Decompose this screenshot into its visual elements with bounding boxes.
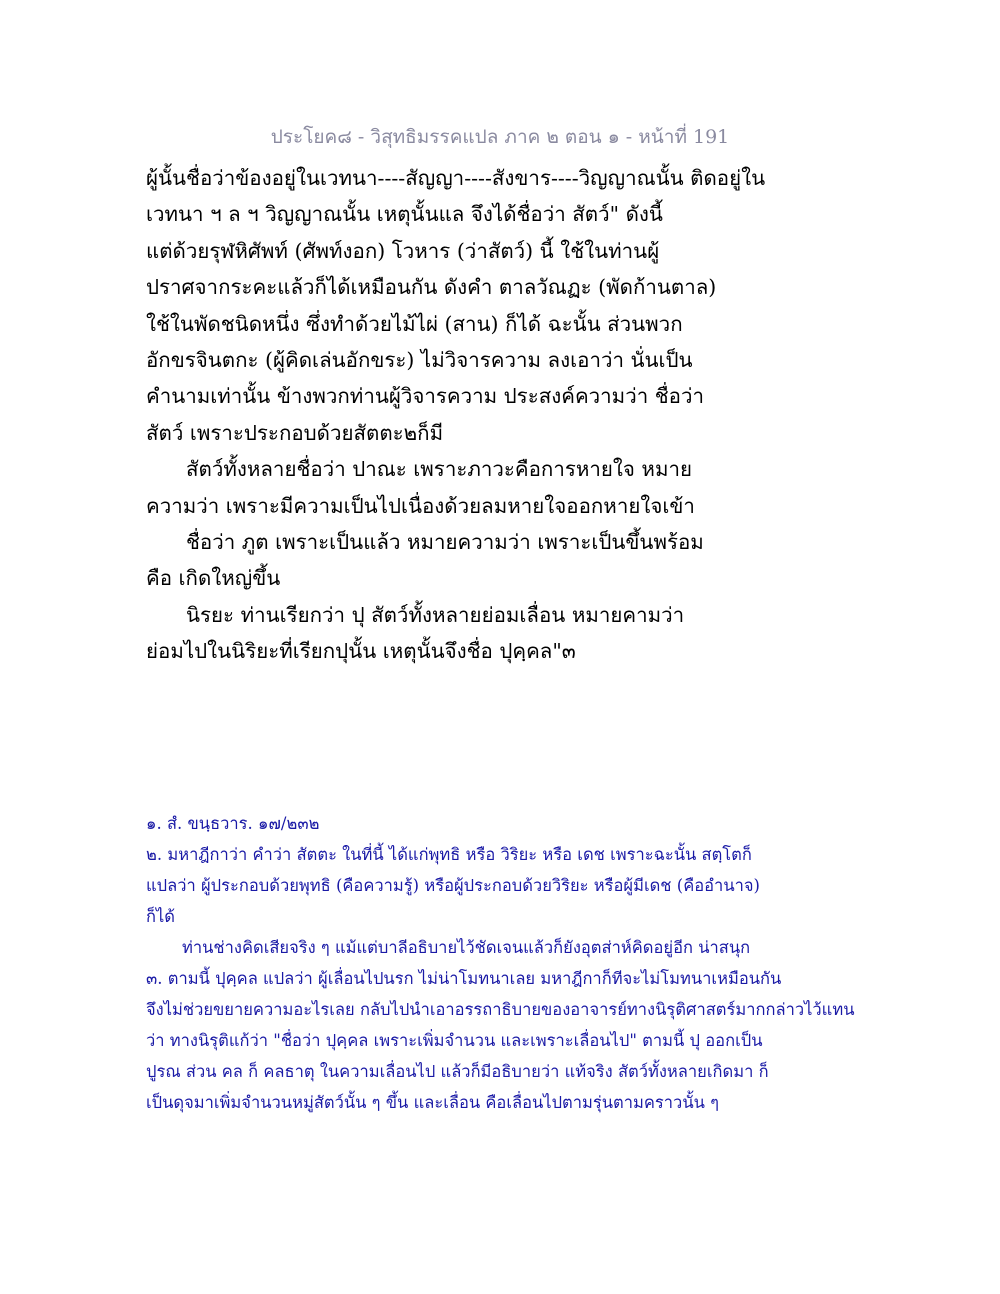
text-line: คือ เกิดใหญ่ขึ้น — [146, 566, 281, 591]
footnote-line: ๒. มหาฎีกาว่า คำว่า สัตตะ ในที่นี้ ได้แก่พุทธิ หรือ วิริยะ หรือ เดช เพราะฉะนั้น สตฺโตก็ — [146, 845, 752, 864]
page-header: ประโยค๘ - วิสุทธิมรรคแปล ภาค ๒ ตอน ๑ - หน้าที่ 191 — [270, 126, 730, 148]
text-line: ปราศจากระคะแล้วก็ได้เหมือนกัน ดังคำ ตาลวัณฏะ (พัดก้านตาล) — [146, 275, 717, 300]
footnotes — [146, 808, 855, 1118]
text-line: สัตว์ทั้งหลายชื่อว่า ปาณะ เพราะภาวะคือการหายใจ หมาย — [186, 457, 692, 482]
footnote-line: ปูรณ ส่วน คล ก็ คลธาตุ ในความเลื่อนไป แล้วก็มีอธิบายว่า แท้จริง สัตว์ทั้งหลายเกิดมา ก็ — [146, 1062, 769, 1081]
text-line: ใช้ในพัดชนิดหนึ่ง ซึ่งทำด้วยไม้ไผ่ (สาน) ก็ได้ ฉะนั้น ส่วนพวก — [146, 311, 683, 336]
text-line: สัตว์ เพราะประกอบด้วยสัตตะ๒ก็มี — [146, 420, 444, 445]
main-text — [146, 160, 846, 669]
footnote-line: ว่า ทางนิรุติแก้ว่า "ชื่อว่า ปุคฺคล เพราะเพิ่มจำนวน และเพราะเลื่อนไป" ตามนี้ ปุ ออกเป็น — [146, 1031, 763, 1050]
text-line: แต่ด้วยรุฬหิศัพท์ (ศัพท์งอก) โวหาร (ว่าสัตว์) นี้ ใช้ในท่านผู้ — [146, 238, 660, 263]
text-line: ผู้นั้นชื่อว่าข้องอยู่ในเวทนา----สัญญา----สังขาร----วิญญาณนั้น ติดอยู่ใน — [146, 166, 766, 190]
text-line: ย่อมไปในนิริยะที่เรียกปุนั้น เหตุนั้นจึงชื่อ ปุคฺคล"๓ — [146, 639, 576, 664]
footnote-line: ๓. ตามนี้ ปุคฺคล แปลว่า ผู้เลื่อนไปนรก ไม่น่าโมทนาเลย มหาฎีกาก็ทีจะไม่โมทนาเหมือนกัน — [146, 969, 782, 988]
text-line: คำนามเท่านั้น ข้างพวกท่านผู้วิจารความ ประสงค์ความว่า ชื่อว่า — [146, 384, 704, 409]
footnote-line: ก็ได้ — [146, 907, 176, 926]
text-line: อักขรจินตกะ (ผู้คิดเล่นอักขระ) ไม่วิจารความ ลงเอาว่า นั่นเป็น — [146, 347, 693, 372]
footnote-line: ๑. สํ. ขนฺธวาร. ๑๗/๒๓๒ — [146, 814, 320, 833]
footnote-line: เป็นดุจมาเพิ่มจำนวนหมู่สัตว์นั้น ๆ ขึ้น และเลื่อน คือเลื่อนไปตามรุ่นตามคราวนั้น ๆ — [146, 1093, 719, 1112]
footnote-line: จึงไม่ช่วยขยายความอะไรเลย กลับไปนำเอาอรรถาธิบายของอาจารย์ทางนิรุติศาสตร์มากกล่าวไว้แทน — [146, 1000, 855, 1019]
text-line: เวทนา ฯ ล ฯ วิญญาณนั้น เหตุนั้นแล จึงได้ชื่อว่า สัตว์" ดังนี้ — [146, 202, 663, 227]
text-line: นิรยะ ท่านเรียกว่า ปุ สัตว์ทั้งหลายย่อมเลื่อน หมายคามว่า — [186, 602, 685, 627]
footnote-line: แปลว่า ผู้ประกอบด้วยพุทธิ (คือความรู้) หรือผู้ประกอบด้วยวิริยะ หรือผู้มีเดช (คืออำนาจ) — [146, 876, 760, 895]
text-line: ชื่อว่า ภูต เพราะเป็นแล้ว หมายความว่า เพราะเป็นขึ้นพร้อม — [186, 529, 704, 554]
footnote-line: ท่านช่างคิดเสียจริง ๆ แม้แต่บาลีอธิบายไว้ชัดเจนแล้วก็ยังอุตส่าห์คิดอยู่อีก น่าสนุก — [182, 938, 751, 957]
text-line: ความว่า เพราะมีความเป็นไปเนื่องด้วยลมหายใจออกหายใจเข้า — [146, 493, 695, 518]
